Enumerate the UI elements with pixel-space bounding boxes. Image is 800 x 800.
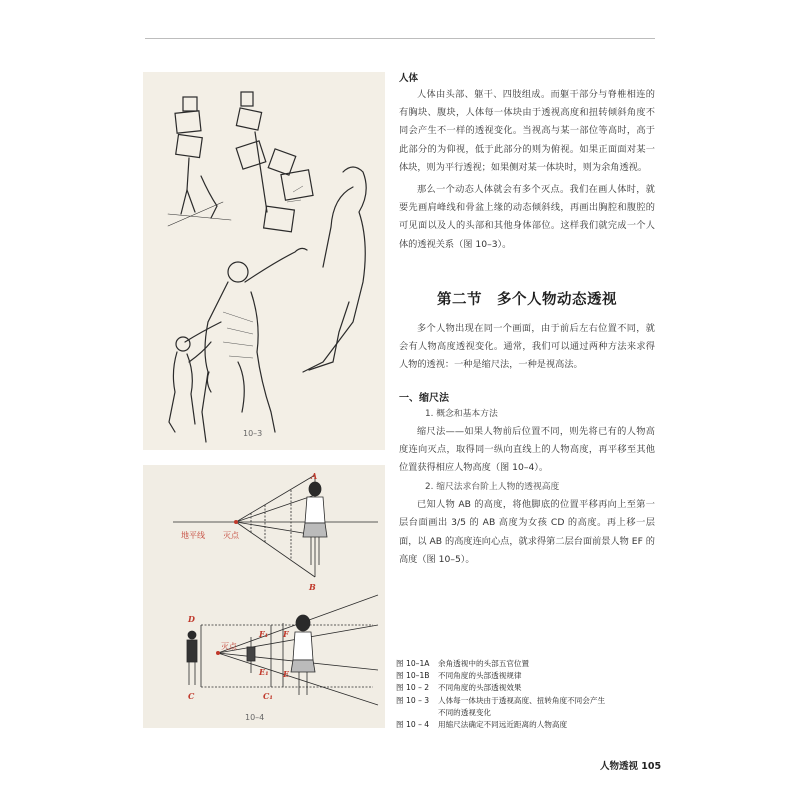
caption-row bbox=[396, 670, 666, 682]
label-b: B bbox=[309, 582, 316, 592]
caption-row bbox=[396, 658, 666, 670]
caption-text: 用缩尺法确定不同远近距离的人物高度 bbox=[438, 720, 568, 730]
caption-id: 图 10 – 4 bbox=[396, 720, 430, 730]
caption-id: 图 10–1B bbox=[396, 671, 430, 681]
figure-10-3-label: 10–3 bbox=[243, 429, 263, 438]
caption-id: 图 10 – 3 bbox=[396, 695, 430, 705]
figure-10-4-label: 10–4 bbox=[245, 713, 265, 722]
label-f: F bbox=[283, 629, 289, 639]
caption-text: 人体每一体块由于透视高度、扭转角度不同会产生 bbox=[438, 695, 606, 705]
paragraph-3: 多个人物出现在同一个画面，由于前后左右位置不同，就会有人物高度透视变化。通常，我们可以通过两种方法来求得人物的透视：一种是缩尺法，一种是视高法。 bbox=[399, 323, 655, 371]
top-rule bbox=[145, 38, 655, 39]
page-footer: 人物透视 105 bbox=[600, 761, 662, 772]
figure-10-4-diagram bbox=[143, 465, 385, 728]
vanishing-label-bottom: 灭点 bbox=[221, 642, 237, 651]
caption-text: 不同的透视变化 bbox=[438, 707, 492, 717]
section-title: 第二节 多个人物动态透视 bbox=[437, 292, 617, 308]
label-f1: F₁ bbox=[259, 629, 269, 639]
caption-text: 不同角度的头部透视规律 bbox=[438, 671, 522, 681]
label-c: C bbox=[188, 691, 195, 701]
caption-row bbox=[396, 682, 666, 694]
caption-row bbox=[396, 707, 666, 719]
heading-renti: 人体 bbox=[399, 73, 419, 84]
caption-id: 图 10 – 2 bbox=[396, 683, 430, 693]
horizon-label: 地平线 bbox=[181, 531, 205, 540]
figure-10-4 bbox=[143, 465, 385, 728]
label-c1: C₁ bbox=[263, 691, 273, 701]
vanishing-point-top bbox=[234, 520, 238, 524]
figure-10-3-sketch bbox=[143, 72, 385, 450]
text-block-renti bbox=[399, 70, 655, 254]
text-block-section bbox=[399, 320, 655, 569]
caption-text: 余角透视中的头部五官位置 bbox=[438, 659, 530, 668]
caption-id: 图 10–1A bbox=[396, 659, 430, 668]
label-e: E bbox=[283, 669, 290, 679]
vanishing-point-bottom bbox=[216, 651, 220, 655]
label-d: D bbox=[188, 614, 195, 624]
caption-text: 不同角度的头部透视效果 bbox=[438, 683, 522, 693]
item-2: 2. 缩尺法求台阶上人物的透视高度 bbox=[425, 482, 560, 493]
paragraph-4: 缩尺法——如果人物前后位置不同，则先将已有的人物高度连向灭点，取得同一纵向直线上的人物高度，再平移至其他位置获得相应人物高度（图 10–4）。 bbox=[399, 425, 655, 474]
vanishing-label-top: 灭点 bbox=[223, 531, 239, 540]
subheading-suochifa: 一、缩尺法 bbox=[399, 392, 449, 404]
label-e1: E₁ bbox=[259, 667, 269, 677]
item-1: 1. 概念和基本方法 bbox=[425, 408, 498, 419]
figure-captions bbox=[396, 658, 666, 731]
label-a: A bbox=[311, 471, 318, 481]
caption-row bbox=[396, 695, 666, 707]
paragraph-2: 那么一个动态人体就会有多个灭点。我们在画人体时，就要先画肩峰线和骨盆上缘的动态倾斜线，再画出胸腔和腹腔的可见面以及人的头部和其他身体部位。这样我们就完成一个人体的透视关系（图 10–3）。 bbox=[399, 184, 655, 250]
caption-id bbox=[396, 707, 438, 719]
caption-row bbox=[396, 719, 666, 731]
paragraph-5: 已知人物 AB 的高度，将他脚底的位置平移再向上至第一层台面画出 3/5 的 AB 高度为女孩 CD 的高度。再上移一层面，以 AB 的高度连向心点，就求得第二层台面前景人物 EF 的高度（图 10–5）。 bbox=[399, 499, 655, 565]
figure-10-3 bbox=[143, 72, 385, 450]
paragraph-1: 人体由头部、躯干、四肢组成。而躯干部分与脊椎相连的有胸块、腹块，人体每一体块由于透视高度和扭转倾斜角度不同会产生不一样的透视变化。当视高与某一部位等高时，高于此部分的为仰视，低于此部分的则为俯视。如果正面面对某一体块，则为平行透视；如果侧对某一体块时，则为余角透视。 bbox=[399, 89, 655, 173]
